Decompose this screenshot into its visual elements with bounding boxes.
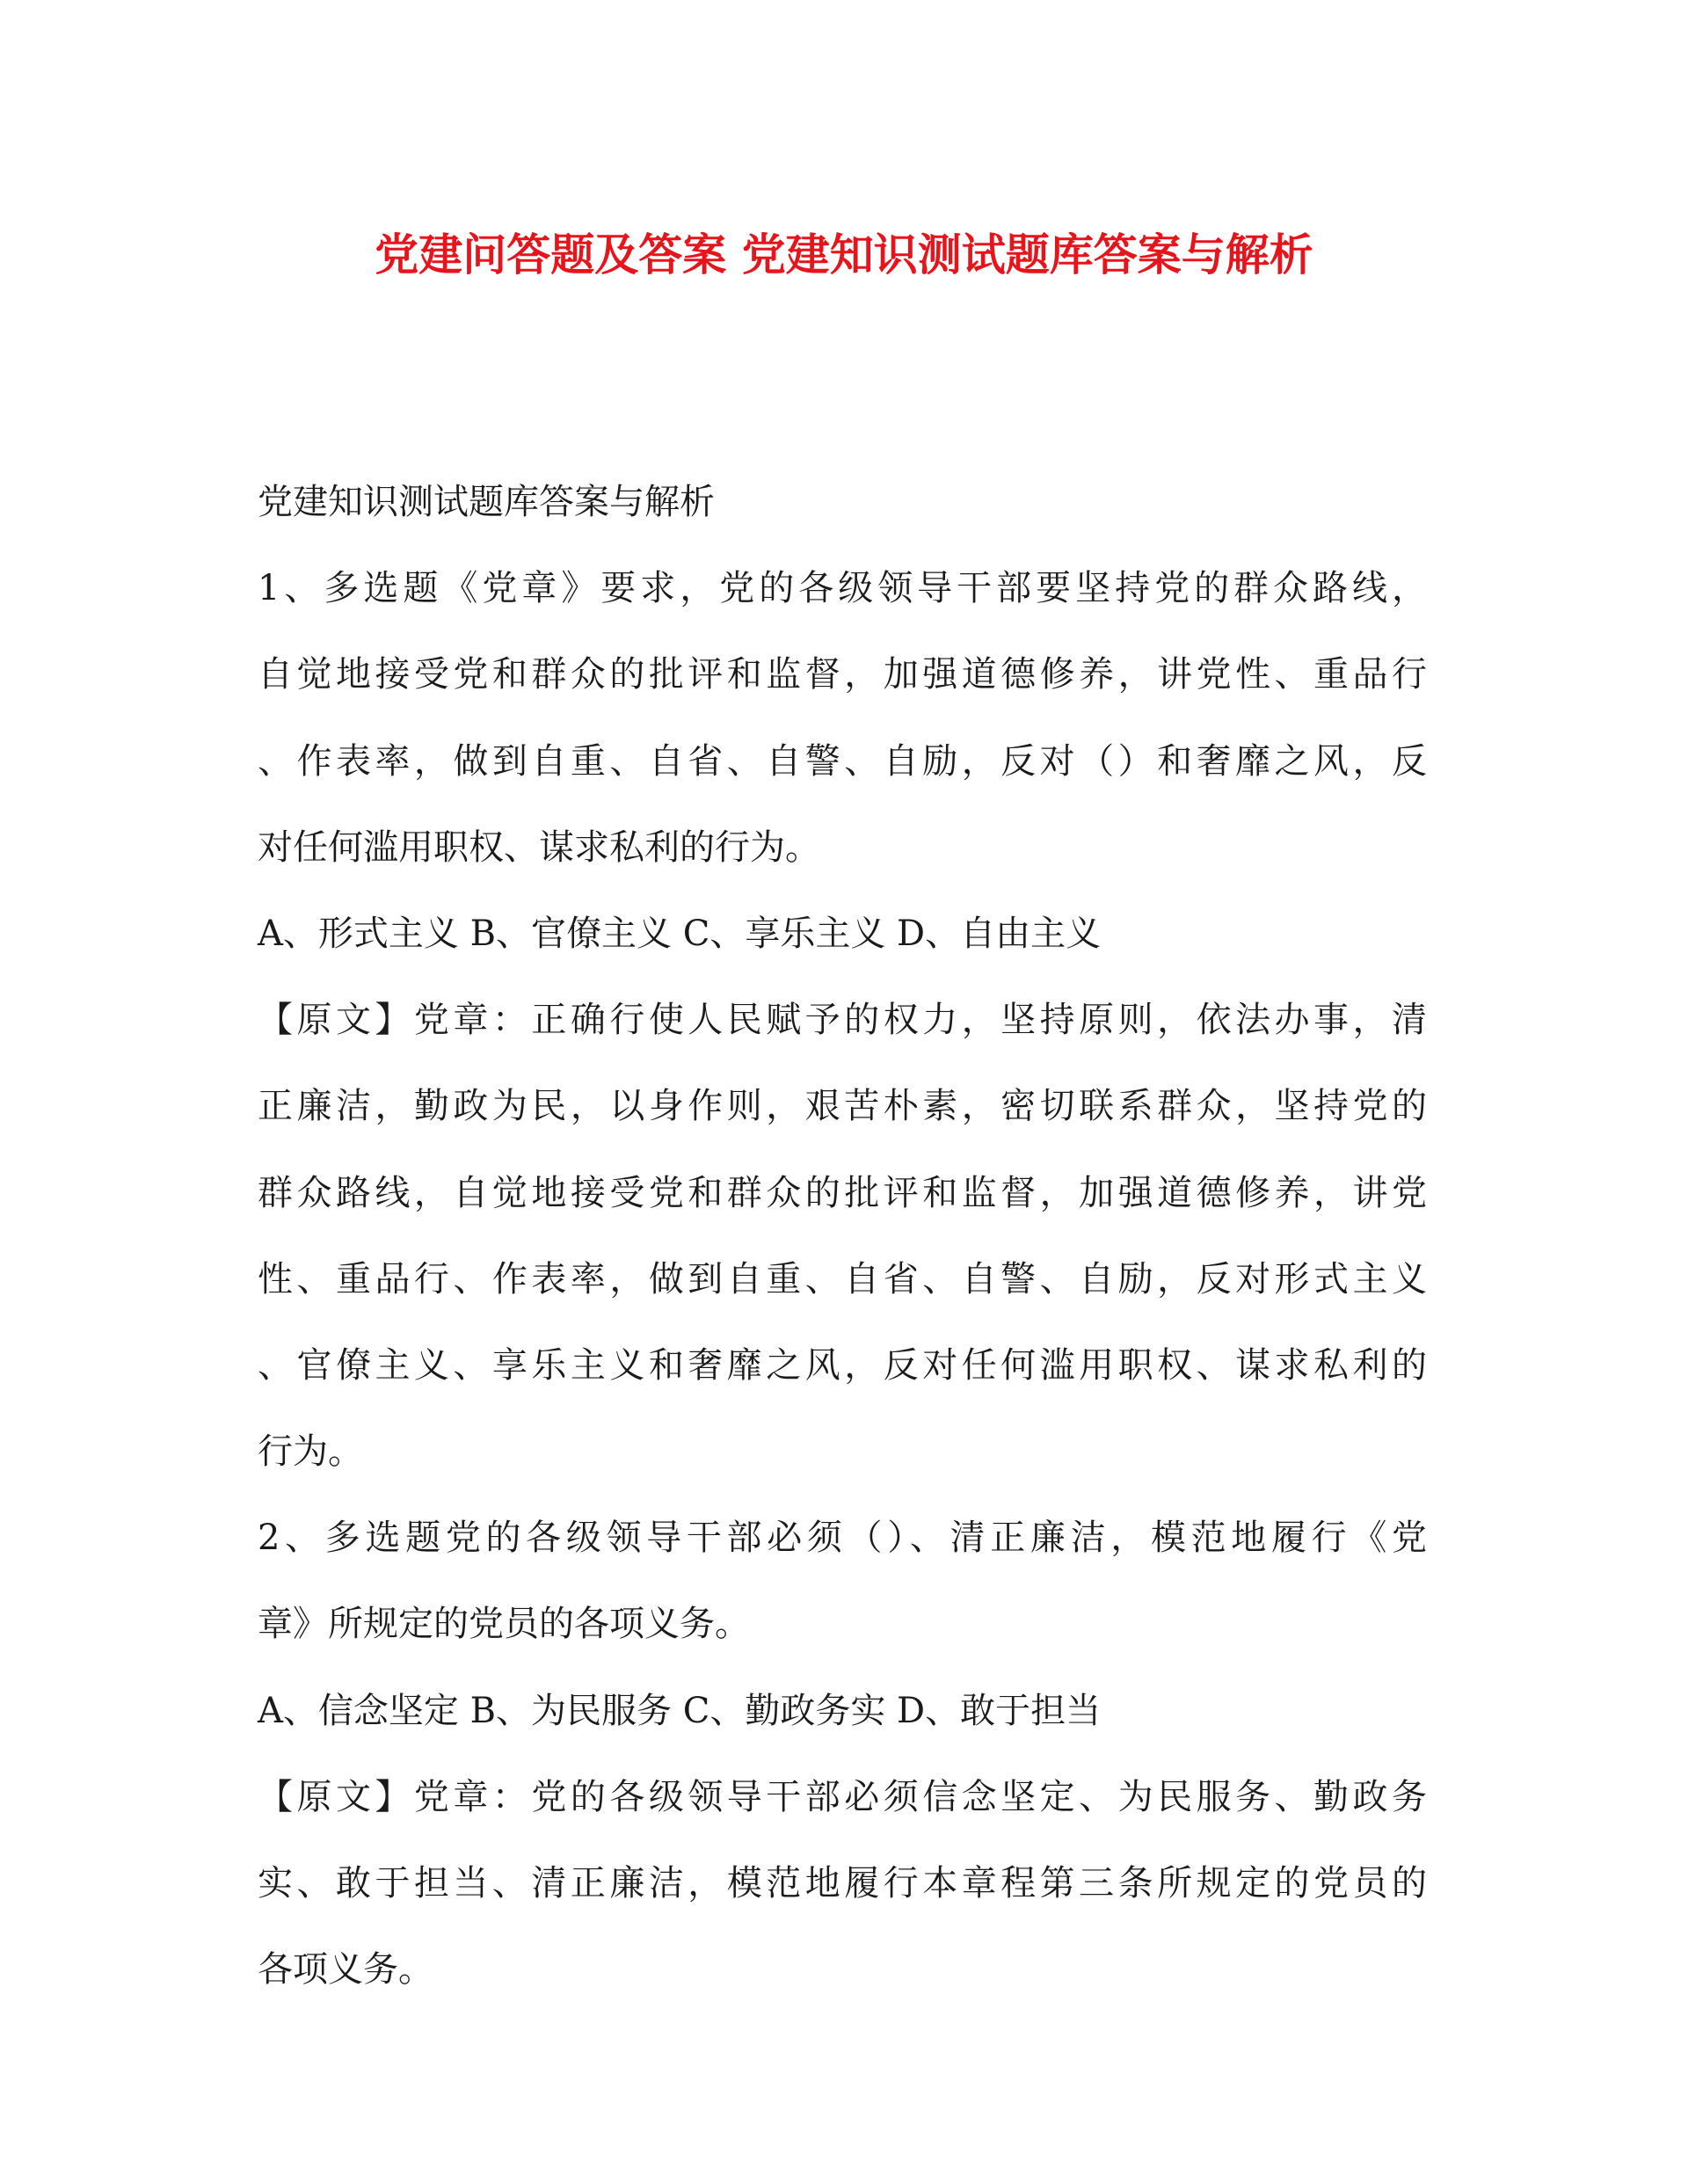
question-2-source-line: 各项义务。	[258, 1949, 433, 1991]
document-title: 党建问答题及答案 党建知识测试题库答案与解析	[375, 229, 1313, 280]
question-1-source-line: 、官僚主义、享乐主义和奢靡之风，反对任何滥用职权、谋求私利的	[258, 1344, 1427, 1386]
question-1-options: A、形式主义 B、官僚主义 C、享乐主义 D、自由主义	[258, 913, 1102, 954]
question-2-source-line: 【原文】党章：党的各级领导干部必须信念坚定、为民服务、勤政务	[258, 1776, 1427, 1817]
question-1-line: 对任何滥用职权、谋求私利的行为。	[258, 826, 820, 868]
question-1-source-line: 行为。	[258, 1431, 363, 1473]
question-2-options: A、信念坚定 B、为民服务 C、勤政务实 D、敢于担当	[258, 1690, 1102, 1731]
question-1-source-line: 正廉洁，勤政为民，以身作则，艰苦朴素，密切联系群众，坚持党的	[258, 1086, 1427, 1127]
question-1-line: 自觉地接受党和群众的批评和监督，加强道德修养，讲党性、重品行	[258, 654, 1427, 695]
document-body	[258, 459, 1427, 2013]
question-1-line: 1、多选题《党章》要求，党的各级领导干部要坚持党的群众路线，	[258, 568, 1427, 609]
question-2-line: 章》所规定的党员的各项义务。	[258, 1604, 750, 1645]
question-1-source-line: 性、重品行、作表率，做到自重、自省、自警、自励，反对形式主义	[258, 1258, 1427, 1299]
question-2-source-line: 实、敢于担当、清正廉洁，模范地履行本章程第三条所规定的党员的	[258, 1863, 1427, 1904]
question-1-source-line: 【原文】党章：正确行使人民赋予的权力，坚持原则，依法办事，清	[258, 1000, 1427, 1041]
question-2-line: 2、多选题党的各级领导干部必须（）、清正廉洁，模范地履行《党	[258, 1518, 1427, 1559]
question-1-line: 、作表率，做到自重、自省、自警、自励，反对（）和奢靡之风，反	[258, 740, 1427, 782]
section-heading: 党建知识测试题库答案与解析	[258, 482, 715, 522]
question-1-source-line: 群众路线，自觉地接受党和群众的批评和监督，加强道德修养，讲党	[258, 1172, 1427, 1213]
